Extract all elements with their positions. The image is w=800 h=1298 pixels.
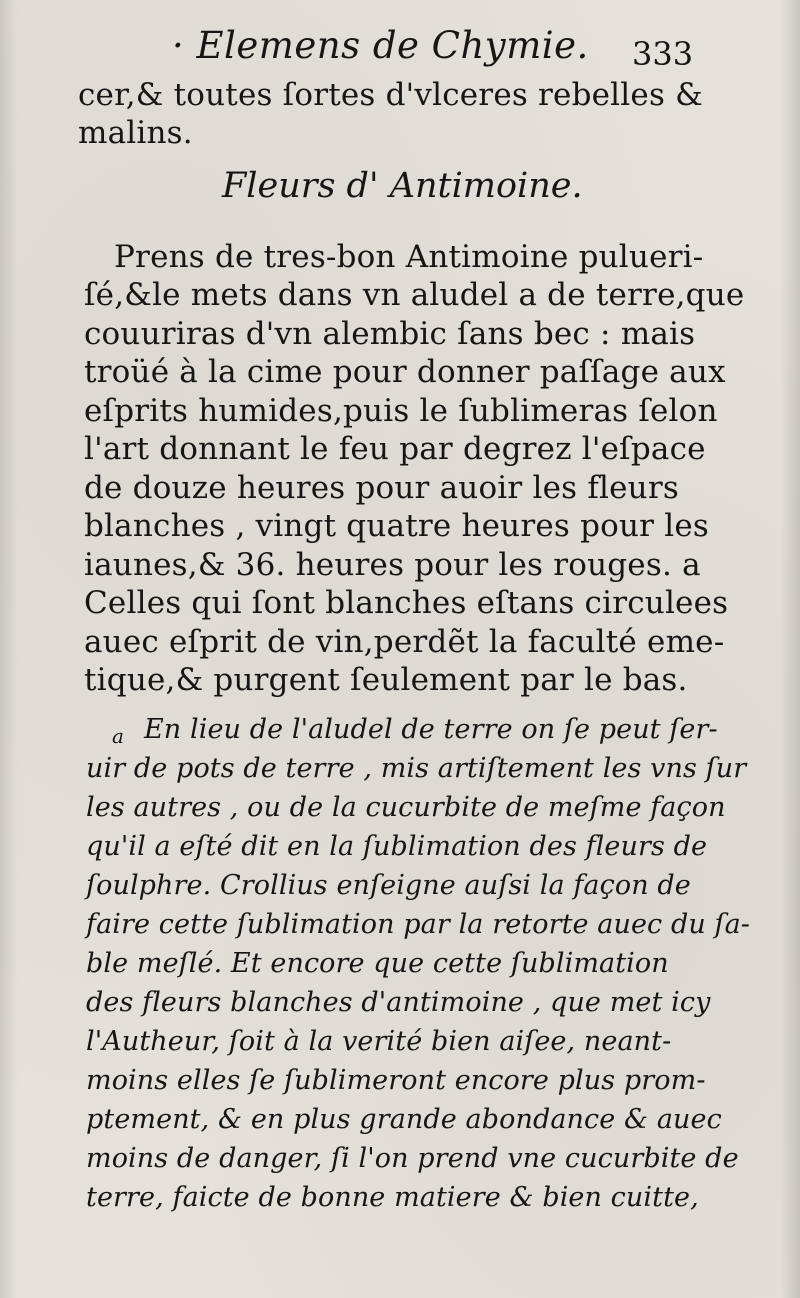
note-line: moins elles ſe ſublimeront encore plus prom- (86, 1065, 706, 1096)
page-number: 333 (632, 35, 694, 73)
note-line: des fleurs blanches d'antimoine , que met icy (86, 987, 711, 1018)
text-line: tique,& purgent ſeulement par le bas. (84, 662, 688, 698)
note-line: moins de danger, ſi l'on prend vne cucurbite de (86, 1143, 739, 1174)
note-line: faire cette ſublimation par la retorte auec du ſa- (86, 909, 751, 940)
text-line: de douze heures pour auoir les fleurs (84, 470, 679, 506)
text-line: eſprits humides,puis le ſublimeras ſelon (84, 393, 718, 429)
text-line: malins. (78, 115, 193, 151)
note-line: qu'il a eſté dit en la ſublimation des fleurs de (86, 831, 708, 862)
text-line: ſé,&le mets dans vn aludel a de terre,que (84, 277, 745, 313)
note-marker: a (112, 724, 124, 748)
text-line: couuriras d'vn alembic ſans bec : mais (84, 316, 696, 352)
text-line: auec eſprit de vin,perdẽt la faculté eme- (84, 624, 725, 660)
text-line: Prens de tres-bon Antimoine pulueri- (114, 239, 704, 275)
note-line: l'Autheur, ſoit à la verité bien aiſee, neant- (86, 1026, 672, 1057)
section-title: Fleurs d' Antimoine. (222, 166, 583, 206)
text-line: Celles qui ſont blanches eſtans circulees (84, 585, 729, 621)
text-line: cer,& toutes ſortes d'vlceres rebelles & (78, 77, 703, 113)
note-line: terre, faicte de bonne matiere & bien cuitte, (86, 1182, 699, 1213)
note-line: les autres , ou de la cucurbite de meſme façon (86, 792, 726, 823)
note-line: ptement, & en plus grande abondance & auec (86, 1104, 722, 1135)
text-line: blanches , vingt quatre heures pour les (84, 508, 709, 544)
text-line: troüé à la cime pour donner paſſage aux (84, 354, 726, 390)
text-line: l'art donnant le feu par degrez l'eſpace (84, 431, 706, 467)
note-line: uir de pots de terre , mis artiſtement les vns ſur (86, 753, 747, 784)
page-header (0, 22, 800, 82)
note-line: ſoulphre. Crollius enſeigne auſsi la façon de (86, 870, 691, 901)
note-line: ble meſlé. Et encore que cette ſublimation (86, 948, 669, 979)
note-line: En lieu de l'aludel de terre on ſe peut ſer- (144, 714, 718, 745)
text-line: iaunes,& 36. heures pour les rouges. a (84, 547, 701, 583)
running-title: · Elemens de Chymie. (172, 24, 589, 67)
